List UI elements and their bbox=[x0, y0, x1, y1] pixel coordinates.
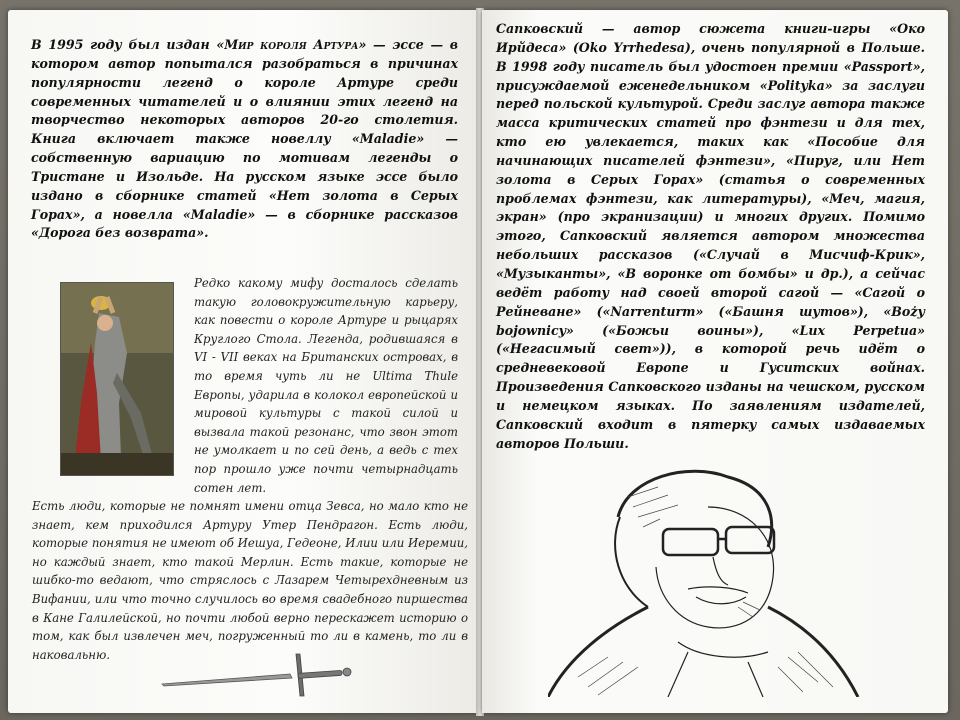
intro-paragraph bbox=[31, 36, 458, 243]
intro-text-rest: » — эссе — в котором автор попытался разобраться в причинах популярности легенд о короле Артуре среди современных читателей и о влиянии этих легенд на творчество некоторых авторов 20-го столетия. Книга включает также новеллу «Maladie» — собственную вариацию по мотивам легенды о Тристане и Изольде. На русском языке эссе было издано в сборнике статей «Нет золота в Серых Горах», а новелла «Maladie» — в сборнике рассказов «Дорога без возврата». bbox=[31, 37, 459, 241]
intro-text-start: В 1995 году был издан « bbox=[31, 37, 225, 52]
sapkowski-bio: Сапковский — автор сюжета книги-игры «Око Ирйдеса» (Oko Yrrhedesa), очень популярной в Польше. В 1998 году писатель был удостоен премии «Passport», присуждаемой еженедельником «Polityka» за заслуги перед польской культурой. Среди заслуг автора также масса критических статей про фэнтези и для тех, кто ею увлекается, таких как «Пособие для начинающих писателей фэнтези», «Пируг, или Нет золота в Серых Горах» (статья о современных проблемах фэнтези, как литературы), «Меч, магия, экран» (про экранизации) и многих других. Помимо этого, Сапковский является автором множества небольших рассказов («Случай в Мисчиф-Крик», «Музыканты», «В воронке от бомбы» и др.), а сейчас ведёт работу над своей второй сагой — «Сагой о Рейневане» («Narrenturm» («Башня шутов»), «Bożу bojownicy» («Божьи воины»), «Lux Perpetua» («Негасимый свет»)), в которой речь идёт о средневековой Европе и Гуситских войнах. Произведения Сапковского изданы на чешском, русском и немецком языках. По заявлениям издателей, Сапковский входит в пятерку самых издаваемых авторов Польши. bbox=[496, 21, 925, 451]
king-arthur-painting bbox=[60, 282, 174, 476]
right-page bbox=[482, 10, 948, 713]
merlin-quote: Есть люди, которые не помнят имени отца Зевса, но мало кто не знает, кем приходился Артуру Утер Пендрагон. Есть люди, которые понятия не имеют об Иешуа, Гедеоне, Илии или Иеремии, но каждый знает, кто такой Мерлин. Есть такие, которые не шибко-то ведают, что стряслось с Лазарем Четырехдневным из Вифании, или что точно случилось во время свадебного пиршества в Кане Галилейской, но почти любой верно перескажет историю о том, как был извлечен меч, погруженный то ли в камень, то ли в наковальню. bbox=[32, 499, 468, 662]
left-page bbox=[8, 10, 478, 713]
sword-illustration bbox=[158, 650, 358, 700]
sapkowski-portrait-sketch bbox=[548, 457, 868, 697]
arthur-myth-quote: Редко какому мифу досталось сделать такую головокружительную карьеру, как повести о короле Артуре и рыцарях Круглого Стола. Легенда, родившаяся в VI - VII веках на Британских островах, в то время чуть ли не Ultima Thule Европы, ударила в колокол европейской и мировой культуры с такой силой и вызвала такой резонанс, что звон этот не умолкает и по сей день, а ведь с тех пор прошло уже почти четырнадцать сотен лет. bbox=[194, 276, 458, 495]
book-title: Мир короля Артура bbox=[224, 37, 359, 52]
